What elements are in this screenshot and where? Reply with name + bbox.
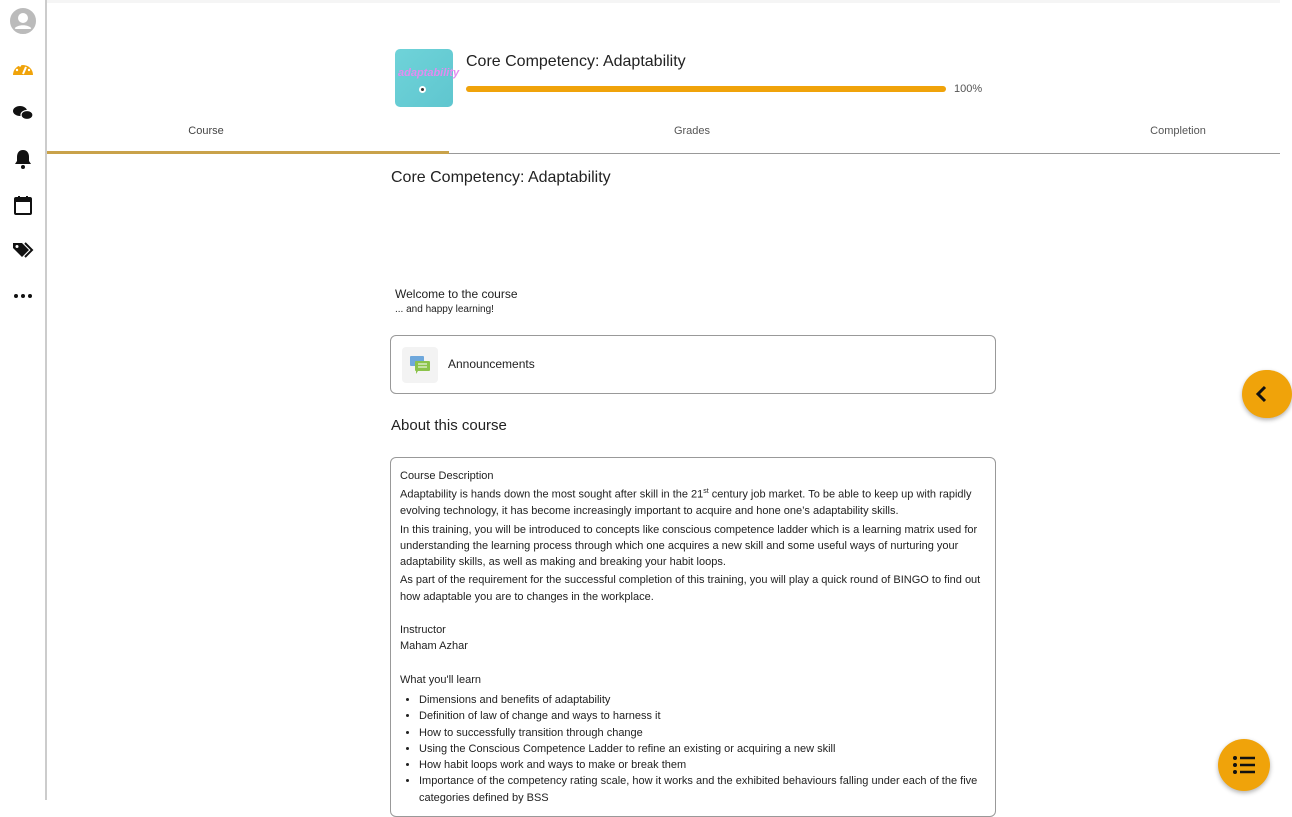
messages-icon[interactable] [11,101,35,125]
welcome-text: Welcome to the course [395,287,518,301]
dashboard-icon[interactable] [11,56,35,80]
course-header-title: Core Competency: Adaptability [466,53,686,70]
course-progress-bar [466,86,946,92]
course-tabs [47,120,1280,154]
announcements-label[interactable]: Announcements [448,357,535,371]
tab-completion[interactable]: Completion [1150,125,1206,137]
description-paragraph-1: Adaptability is hands down the most sought after skill in the 21st century job market. To be able to keep up with rapidly evolving technology, it has become increasingly important to acquire and hone one’s adaptability skills. [400,488,972,518]
forum-icon [402,347,438,383]
progress-label: 100% [954,83,983,95]
list-item: • Dimensions and benefits of adaptability [419,692,986,708]
description-paragraph-3: As part of the requirement for the successful completion of this training, you will play a quick round of BINGO to find out how adaptable you are to changes in the workplace. [400,574,981,603]
user-avatar-icon[interactable] [11,9,35,33]
top-bar [47,0,1280,3]
course-image-logo: adaptability [398,67,460,79]
course-description [390,457,996,817]
course-image [395,49,460,107]
list-item: • Using the Conscious Competence Ladder to refine an existing or acquiring a new skill [419,741,986,757]
instructor-name: Maham Azhar [400,640,468,653]
tab-course[interactable]: Course [188,125,224,137]
tab-grades[interactable]: Grades [673,125,711,137]
tags-icon[interactable] [11,238,35,262]
instructor-label: Instructor [400,624,446,637]
description-paragraph-2: In this training, you will be introduced to concepts like conscious competence ladder which is a learning matrix used for understanding the learning process through which one acquires a new skill and some useful ways of nurturing your adaptability skills, as well as making and breaking your habit loops. [400,523,978,569]
course-index-button[interactable] [1218,739,1270,791]
sidebar [0,0,47,800]
open-drawer-button[interactable] [1242,370,1292,418]
progress-fill [466,86,946,92]
chevron-left-icon [1254,385,1268,403]
active-tab-indicator [47,151,449,154]
list-item: • Definition of law of change and ways to harness it [419,708,986,724]
section-title: Core Competency: Adaptability [391,169,611,186]
description-heading: Course Description [400,470,494,482]
list-item: • How habit loops work and ways to make or break them [419,757,986,773]
list-item: • Importance of the competency rating scale, how it works and the exhibited behaviours falling under each of the five categories defined by BSS [419,773,986,806]
notifications-bell-icon[interactable] [11,147,35,171]
learn-label: What you'll learn [400,673,481,686]
more-icon[interactable] [11,284,35,308]
welcome-subtext: ... and happy learning! [395,304,494,315]
learn-list [400,692,986,806]
list-icon [1232,755,1256,775]
calendar-icon[interactable] [11,193,35,217]
about-course-heading: About this course [391,417,507,434]
list-item: • How to successfully transition through change [419,725,986,741]
announcements-activity[interactable] [390,335,996,394]
